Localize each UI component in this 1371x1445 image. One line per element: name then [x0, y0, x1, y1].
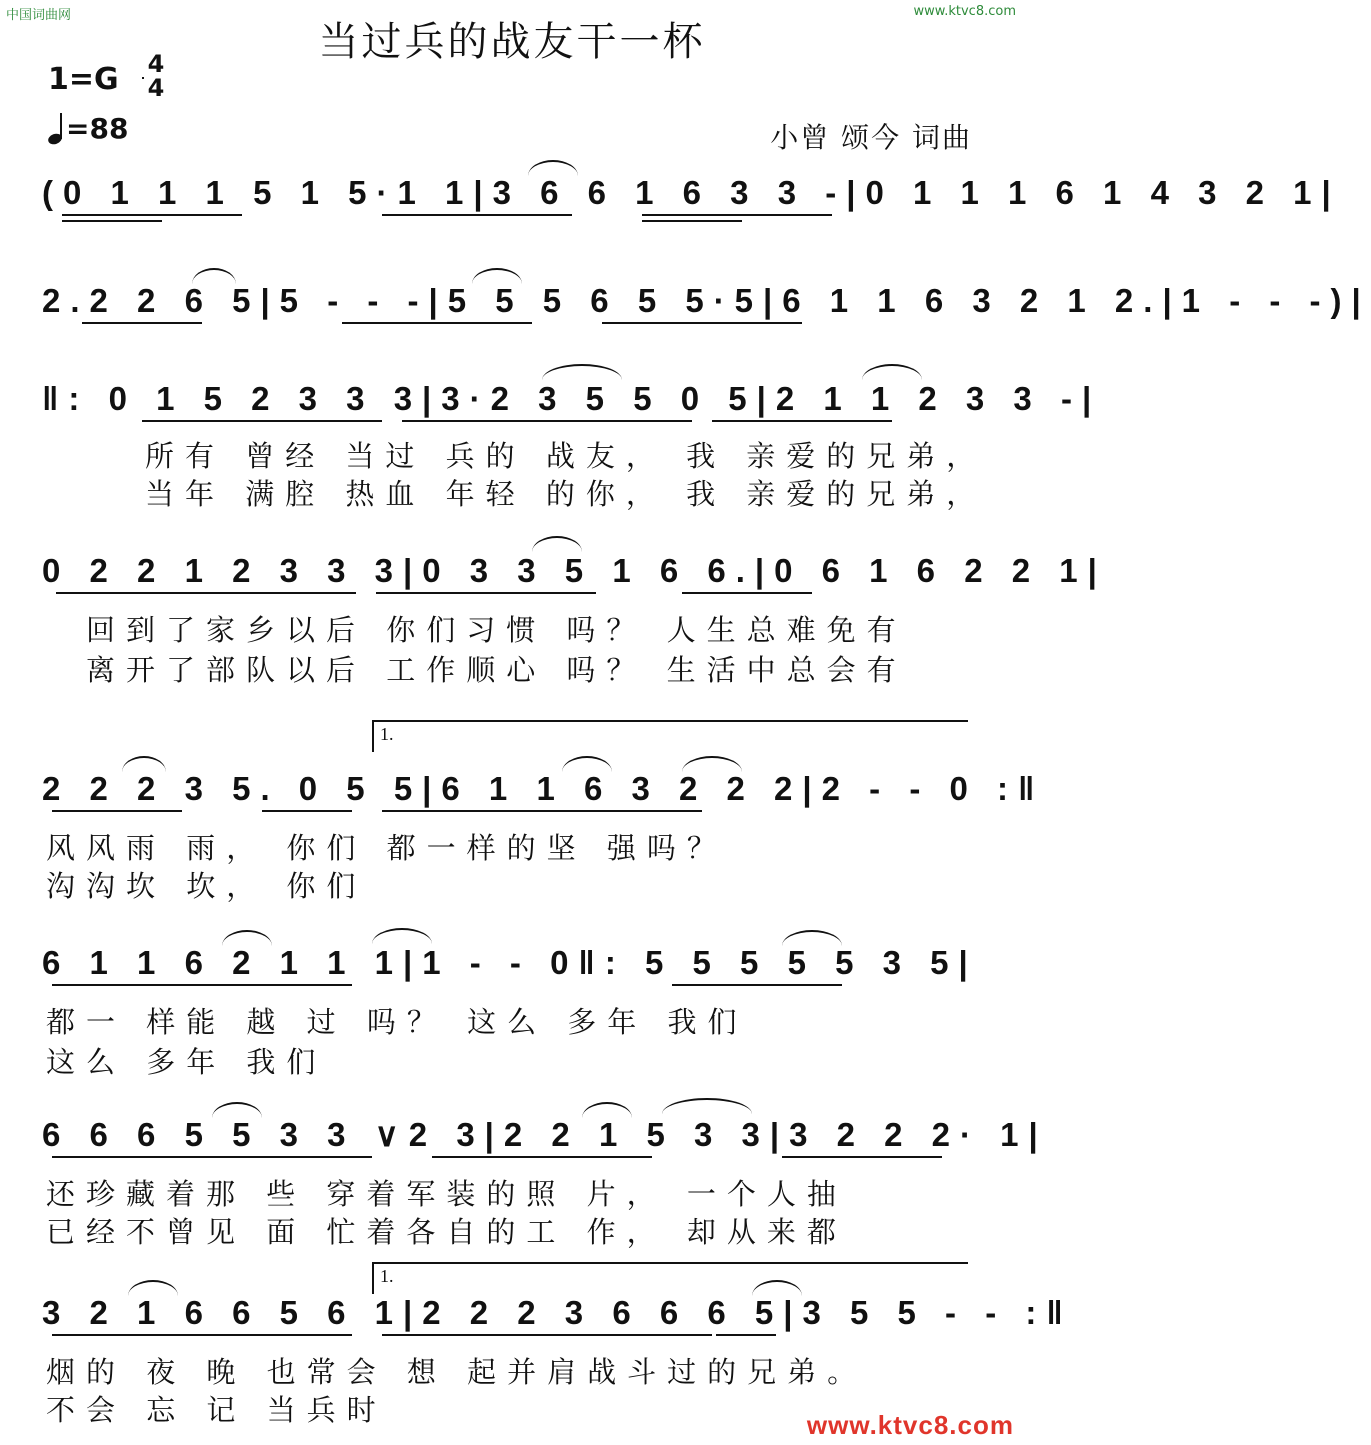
key-signature: 1=G: [48, 62, 119, 97]
tie-arc: [122, 756, 166, 772]
beam-line: [402, 420, 692, 422]
staff-notes: ‖: 0 1 5 2 3 3 3|3·2 3 5 5 0 5|2 1 1 2 3 3 -|: [42, 380, 1102, 417]
tie-arc: [542, 364, 622, 380]
beam-line: [56, 592, 356, 594]
author-credit: 小曾 颂今 词曲: [770, 121, 972, 154]
staff-notes: (0 1 1 1 5 1 5·1 1|3 6 6 1 6 3 3 -|0 1 1 1 6 1 4 3 2 1|: [42, 174, 1341, 211]
beam-line: [642, 214, 832, 216]
song-title: 当过兵的战友干一杯: [318, 19, 706, 65]
watermark-left: 中国词曲网: [6, 8, 72, 23]
tie-arc: [862, 364, 922, 380]
tie-arc: [222, 930, 272, 946]
staff-3: [42, 376, 1102, 422]
time-signature-bar: [142, 77, 144, 79]
time-signature-bottom: 4: [147, 74, 165, 102]
staff-4: [42, 548, 1107, 594]
tie-arc: [128, 1280, 178, 1296]
volta-number: 1.: [380, 724, 394, 744]
tie-arc: [532, 536, 582, 552]
staff-2: [42, 278, 1371, 324]
first-ending-bracket: [372, 720, 968, 752]
beam-line: [62, 220, 162, 222]
beam-line: [382, 1334, 712, 1336]
tempo-value: =88: [66, 112, 129, 145]
staff-notes: 3 2 1 6 6 5 6 1|2 2 2 3 6 6 6 5|3 5 5 - - :‖: [42, 1294, 1073, 1331]
tie-arc: [212, 1102, 262, 1118]
lyric-line: 回到了家乡以后 你们习惯 吗？ 人生总难免有: [86, 613, 907, 647]
lyric-line: 所有 曾经 当过 兵的 战友， 我 亲爱的兄弟，: [145, 439, 987, 473]
staff-notes: 6 1 1 6 2 1 1 1|1 - - 0‖: 5 5 5 5 5 3 5|: [42, 944, 978, 981]
lyric-line: 已经不曾见 面 忙着各自的工 作， 却从来都: [46, 1215, 847, 1249]
tie-arc: [472, 268, 522, 284]
beam-line: [262, 810, 352, 812]
tie-arc: [372, 928, 432, 944]
lyric-line: 这么 多年 我们: [46, 1045, 327, 1079]
beam-line: [716, 1334, 776, 1336]
beam-line: [52, 810, 182, 812]
beam-line: [52, 1334, 352, 1336]
lyric-line: 都一 样能 越 过 吗？ 这么 多年 我们: [46, 1005, 748, 1039]
beam-line: [82, 322, 202, 324]
lyric-line: 烟的 夜 晚 也常会 想 起并肩战斗过的兄弟。: [46, 1355, 868, 1389]
beam-line: [52, 1156, 372, 1158]
beam-line: [142, 420, 382, 422]
staff-8: [42, 1290, 1073, 1336]
staff-6: [42, 940, 982, 986]
lyric-line: 还珍藏着那 些 穿着军装的照 片， 一个人抽: [46, 1177, 847, 1211]
watermark-right: www.ktvc8.com: [913, 4, 1016, 19]
tie-arc: [782, 930, 842, 946]
tie-arc: [528, 160, 578, 176]
staff-7: [42, 1112, 1048, 1158]
tie-arc: [562, 756, 612, 772]
tempo-marking: [48, 112, 128, 145]
tie-arc: [682, 756, 742, 772]
beam-line: [782, 1156, 942, 1158]
staff-notes: 2 2 2 3 5. 0 5 5|6 1 1 6 3 2 2 2|2 - - 0 :‖: [42, 770, 1045, 807]
site-watermark: www.ktvc8.com: [806, 1410, 1014, 1440]
beam-line: [382, 810, 702, 812]
beam-line: [382, 214, 572, 216]
beam-line: [432, 1156, 652, 1158]
staff-notes: 2.2 2 6 5|5 - - -|5 5 5 6 5 5·5|6 1 1 6 3 2 1 2.|1 - - -)|: [42, 282, 1371, 319]
staff-notes: 6 6 6 5 5 3 3 ∨2 3|2 2 1 5 3 3|3 2 2 2· 1|: [42, 1116, 1048, 1153]
beam-line: [672, 984, 842, 986]
staff-1: [42, 170, 1341, 216]
lyric-line: 不会 忘 记 当兵时: [46, 1393, 387, 1427]
beam-line: [342, 322, 532, 324]
lyric-line: 当年 满腔 热血 年轻 的你， 我 亲爱的兄弟，: [145, 477, 987, 511]
staff-5: [42, 766, 1045, 812]
beam-line: [52, 984, 352, 986]
quarter-note-icon: [48, 114, 66, 144]
beam-line: [62, 214, 242, 216]
beam-line: [602, 322, 802, 324]
tie-arc: [582, 1102, 632, 1118]
beam-line: [682, 592, 812, 594]
lyric-line: 风风雨 雨， 你们 都一样的坚 强吗？: [46, 831, 727, 865]
beam-line: [712, 420, 892, 422]
tie-arc: [192, 268, 236, 284]
lyric-line: 离开了部队以后 工作顺心 吗？ 生活中总会有: [86, 653, 907, 687]
time-signature-top: 4: [147, 50, 165, 78]
tie-arc: [662, 1098, 752, 1114]
volta-number: 1.: [380, 1266, 394, 1286]
beam-line: [376, 592, 596, 594]
beam-line: [642, 220, 742, 222]
time-signature: [142, 52, 170, 100]
staff-notes: 0 2 2 1 2 3 3 3|0 3 3 5 1 6 6.|0 6 1 6 2 2 1|: [42, 552, 1107, 589]
lyric-line: 沟沟坎 坎， 你们: [46, 869, 367, 903]
